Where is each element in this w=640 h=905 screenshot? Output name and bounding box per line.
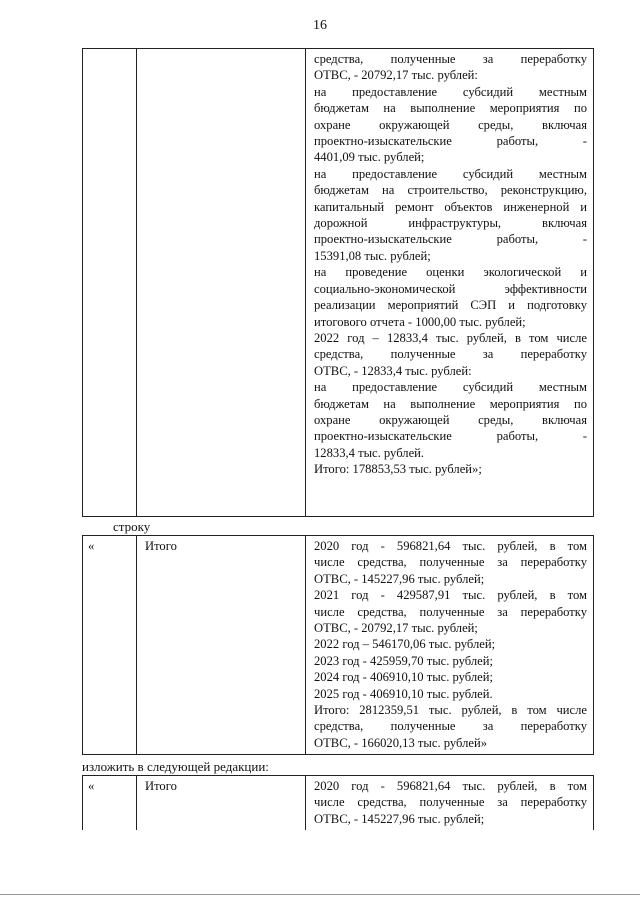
current-total-table [82, 535, 594, 755]
text-line: средства, полученные за переработку [314, 52, 587, 66]
text-line: Итого: 2812359,51 тыс. рублей, в том числе [314, 703, 587, 718]
table-row [83, 776, 594, 831]
text-line: средства, полученные за переработку [314, 347, 587, 362]
text-line: итогового отчета - 1000,00 тыс. рублей; [314, 314, 526, 329]
text-line: бюджетам на выполнение мероприятия по [314, 396, 587, 411]
text-line: социально-экономической эффективности [314, 281, 587, 296]
text-line: проектно-изыскательские работы, - [314, 134, 587, 149]
continuation-table [82, 48, 594, 517]
text-line: на предоставление субсидий местным [314, 166, 587, 181]
text-line: ОТВС, - 12833,4 тыс. рублей: [314, 363, 472, 378]
text-line: ОТВС, - 166020,13 тыс. рублей» [314, 735, 488, 750]
text-line: 2024 год - 406910,10 тыс. рублей; [314, 670, 494, 685]
opening-quote: « [83, 776, 137, 831]
text-line: на предоставление субсидий местным [314, 84, 587, 99]
label-new-edition: изложить в следующей редакции: [82, 759, 269, 774]
page-number: 16 [313, 18, 327, 33]
text-line: охране окружающей среды, включая [314, 412, 587, 427]
label-stroku: строку [113, 519, 151, 534]
text-line: ОТВС, - 20792,17 тыс. рублей: [314, 68, 478, 83]
empty-cell [137, 49, 306, 517]
text-line: 2022 год – 12833,4 тыс. рублей, в том числе [314, 330, 587, 345]
text-line: числе средства, полученные за переработку [314, 604, 587, 619]
text-line: 2022 год – 546170,06 тыс. рублей; [314, 637, 496, 652]
text-line: ОТВС, - 145227,96 тыс. рублей; [314, 811, 485, 826]
text-line: 12833,4 тыс. рублей. [314, 445, 425, 460]
page-bottom-line [0, 894, 640, 895]
funding-text-cell [306, 776, 594, 831]
row-name: Итого [137, 536, 306, 755]
new-total-table [82, 775, 594, 830]
text-line: капитальный ремонт объектов инженерной и [314, 199, 587, 214]
funding-text-cell [306, 49, 594, 517]
text-line: средства, полученные за переработку [314, 719, 587, 734]
text-line: 2020 год - 596821,64 тыс. рублей, в том [314, 539, 587, 553]
text-line: Итого: 178853,53 тыс. рублей»; [314, 462, 482, 477]
text-line: проектно-изыскательские работы, - [314, 429, 587, 444]
text-line: охране окружающей среды, включая [314, 117, 587, 132]
row-name: Итого [137, 776, 306, 831]
text-line: бюджетам на строительство, реконструкцию, [314, 183, 587, 198]
text-line: числе средства, полученные за переработку [314, 555, 587, 570]
opening-quote: « [83, 536, 137, 755]
text-line: 2025 год - 406910,10 тыс. рублей. [314, 686, 493, 701]
text-line: проектно-изыскательские работы, - [314, 232, 587, 247]
table-row [83, 49, 594, 517]
text-line: числе средства, полученные за переработку [314, 795, 587, 810]
table-row [83, 536, 594, 755]
text-line: 4401,09 тыс. рублей; [314, 150, 425, 165]
text-line: на проведение оценки экологической и [314, 265, 587, 280]
text-line: ОТВС, - 20792,17 тыс. рублей; [314, 621, 478, 636]
text-line: 2023 год - 425959,70 тыс. рублей; [314, 653, 494, 668]
text-line: ОТВС, - 145227,96 тыс. рублей; [314, 571, 485, 586]
text-line: бюджетам на выполнение мероприятия по [314, 101, 587, 116]
text-line: 2020 год - 596821,64 тыс. рублей, в том [314, 779, 587, 793]
empty-cell [83, 49, 137, 517]
text-line: 2021 год - 429587,91 тыс. рублей, в том [314, 588, 587, 603]
text-line: на предоставление субсидий местным [314, 380, 587, 395]
text-line: 15391,08 тыс. рублей; [314, 248, 431, 263]
text-line: реализации мероприятий СЭП и подготовку [314, 298, 587, 313]
funding-text-cell [306, 536, 594, 755]
text-line: дорожной инфраструктуры, включая [314, 216, 587, 231]
